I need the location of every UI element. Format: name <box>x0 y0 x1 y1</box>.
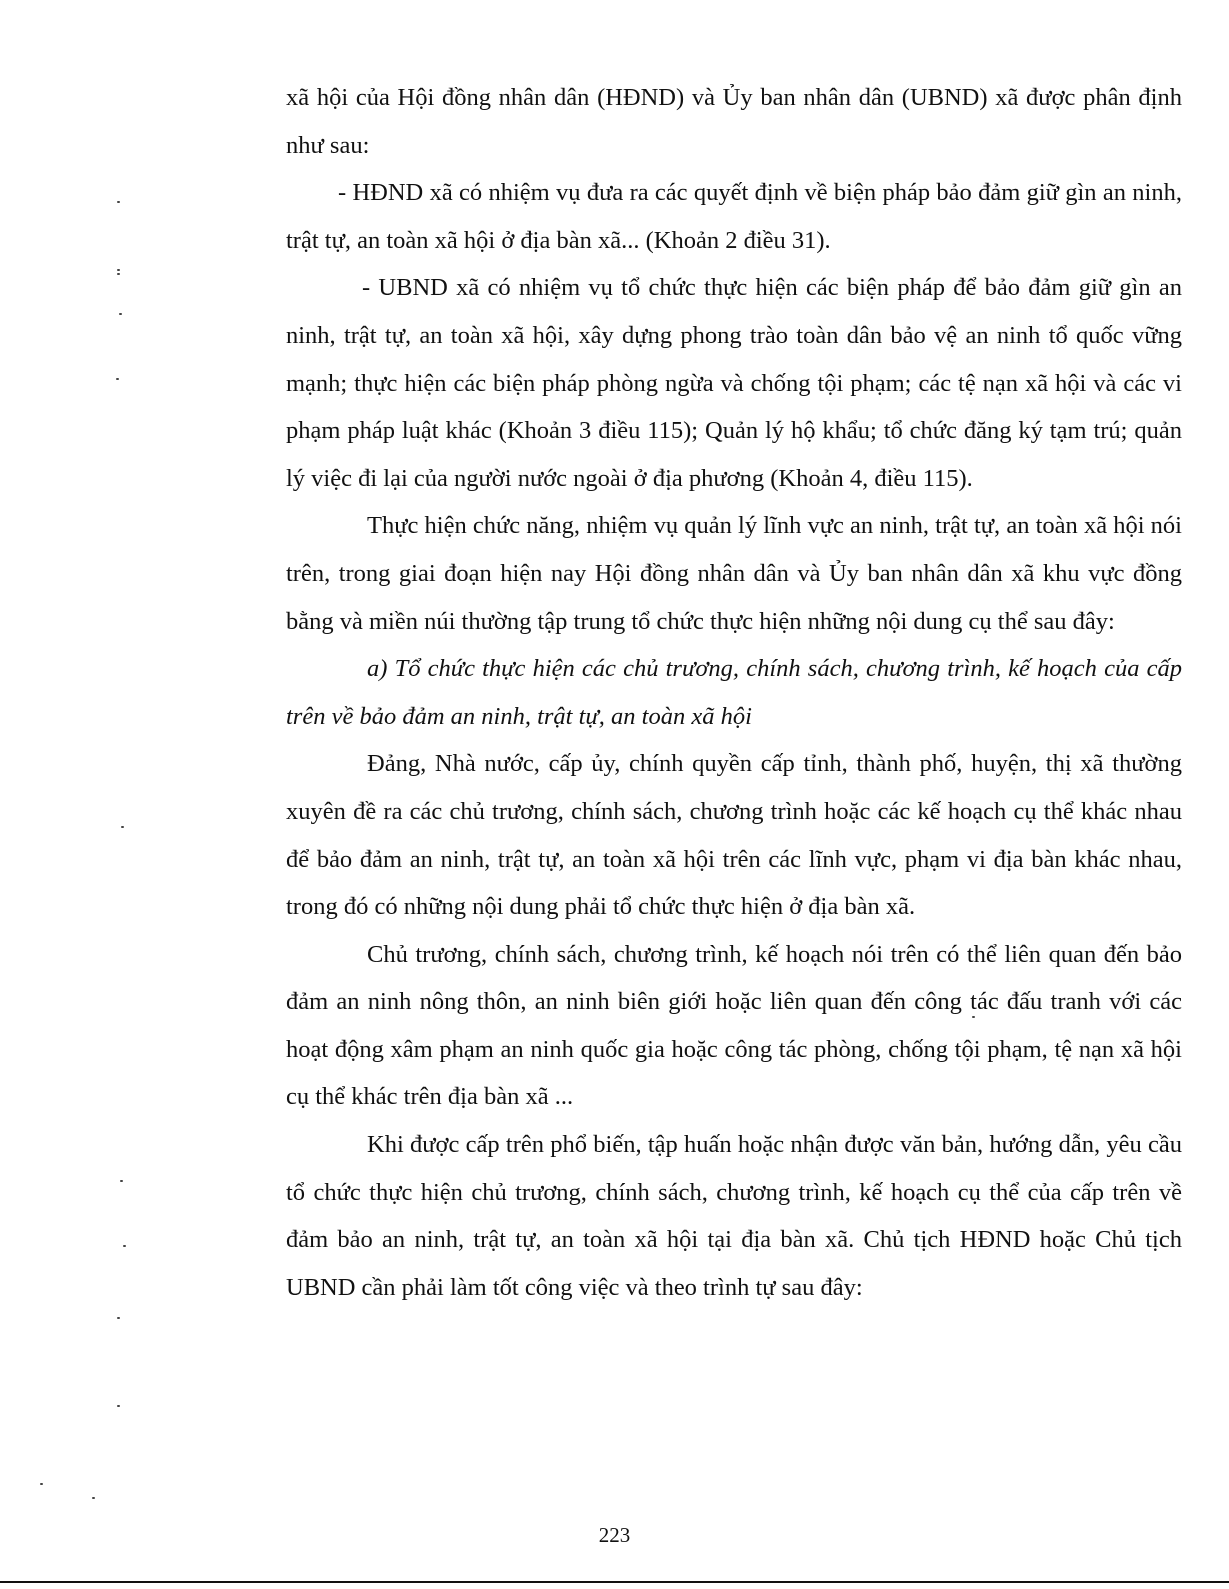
scan-speck <box>92 1497 95 1499</box>
paragraph-ubnd-duty: - UBND xã có nhiệm vụ tổ chức thực hiện các biện pháp để bảo đảm giữ gìn an ninh, trật tự, an toàn xã hội, xây dựng phong trào toàn dân bảo vệ an ninh tổ quốc vững mạnh; thực hiện các biện pháp phòng ngừa và chống tội phạm; các tệ nạn xã hội và các vi phạm pháp luật khác (Khoản 3 điều 115); Quản lý hộ khẩu; tổ chức đăng ký tạm trú; quản lý việc đi lại của người nước ngoài ở địa phương (Khoản 4, điều 115). <box>286 274 1182 492</box>
paragraph-intro-continuation: xã hội của Hội đồng nhân dân (HĐND) và Ủy ban nhân dân (UBND) xã được phân định như sau: <box>286 84 1182 159</box>
scan-speck <box>116 378 119 380</box>
paragraph-procedure: Khi được cấp trên phổ biến, tập huấn hoặc nhận được văn bản, hướng dẫn, yêu cầu tổ chức thực hiện chủ trương, chính sách, chương trình, kế hoạch cụ thể của cấp trên về đảm bảo an ninh, trật tự, an toàn xã hội tại địa bàn xã. Chủ tịch HĐND hoặc Chủ tịch UBND cần phải làm tốt công việc và theo trình tự sau đây: <box>286 1131 1182 1301</box>
page-number: 223 <box>598 1523 631 1547</box>
paragraph-implementation: Thực hiện chức năng, nhiệm vụ quản lý lĩnh vực an ninh, trật tự, an toàn xã hội nói trên, trong giai đoạn hiện nay Hội đồng nhân dân và Ủy ban nhân dân xã khu vực đồng bằng và miền núi thường tập trung tổ chức thực hiện những nội dung cụ thể sau đây: <box>286 512 1182 635</box>
scan-speck <box>121 826 124 828</box>
scan-speck <box>117 273 120 275</box>
scan-speck <box>972 1016 975 1018</box>
paragraph-hdnd-duty: - HĐND xã có nhiệm vụ đưa ra các quyết định về biện pháp bảo đảm giữ gìn an ninh, trật tự, an toàn xã hội ở địa bàn xã... (Khoản 2 điều 31). <box>286 179 1182 254</box>
body-text <box>286 74 1182 1311</box>
scan-speck <box>117 201 120 203</box>
scan-speck <box>40 1483 43 1485</box>
bottom-border-line <box>0 1581 1229 1583</box>
section-heading-a: a) Tổ chức thực hiện các chủ trương, chính sách, chương trình, kế hoạch của cấp trên về bảo đảm an ninh, trật tự, an toàn xã hội <box>286 655 1182 730</box>
scan-speck <box>123 1245 126 1247</box>
paragraph-policy-scope: Chủ trương, chính sách, chương trình, kế hoạch nói trên có thể liên quan đến bảo đảm an ninh nông thôn, an ninh biên giới hoặc liên quan đến công tác đấu tranh với các hoạt động xâm phạm an ninh quốc gia hoặc công tác phòng, chống tội phạm, tệ nạn xã hội cụ thể khác trên địa bàn xã ... <box>286 940 1182 1111</box>
scan-speck <box>117 1405 120 1407</box>
scan-speck <box>117 1317 120 1319</box>
scan-speck <box>120 1180 123 1182</box>
scan-speck <box>119 313 122 315</box>
paragraph-party-state: Đảng, Nhà nước, cấp ủy, chính quyền cấp tỉnh, thành phố, huyện, thị xã thường xuyên đề ra các chủ trương, chính sách, chương trình hoặc các kế hoạch cụ thể khác nhau để bảo đảm an ninh, trật tự, an toàn xã hội trên các lĩnh vực, phạm vi địa bàn khác nhau, trong đó có những nội dung phải tổ chức thực hiện ở địa bàn xã. <box>286 750 1182 921</box>
scan-speck <box>117 269 120 271</box>
